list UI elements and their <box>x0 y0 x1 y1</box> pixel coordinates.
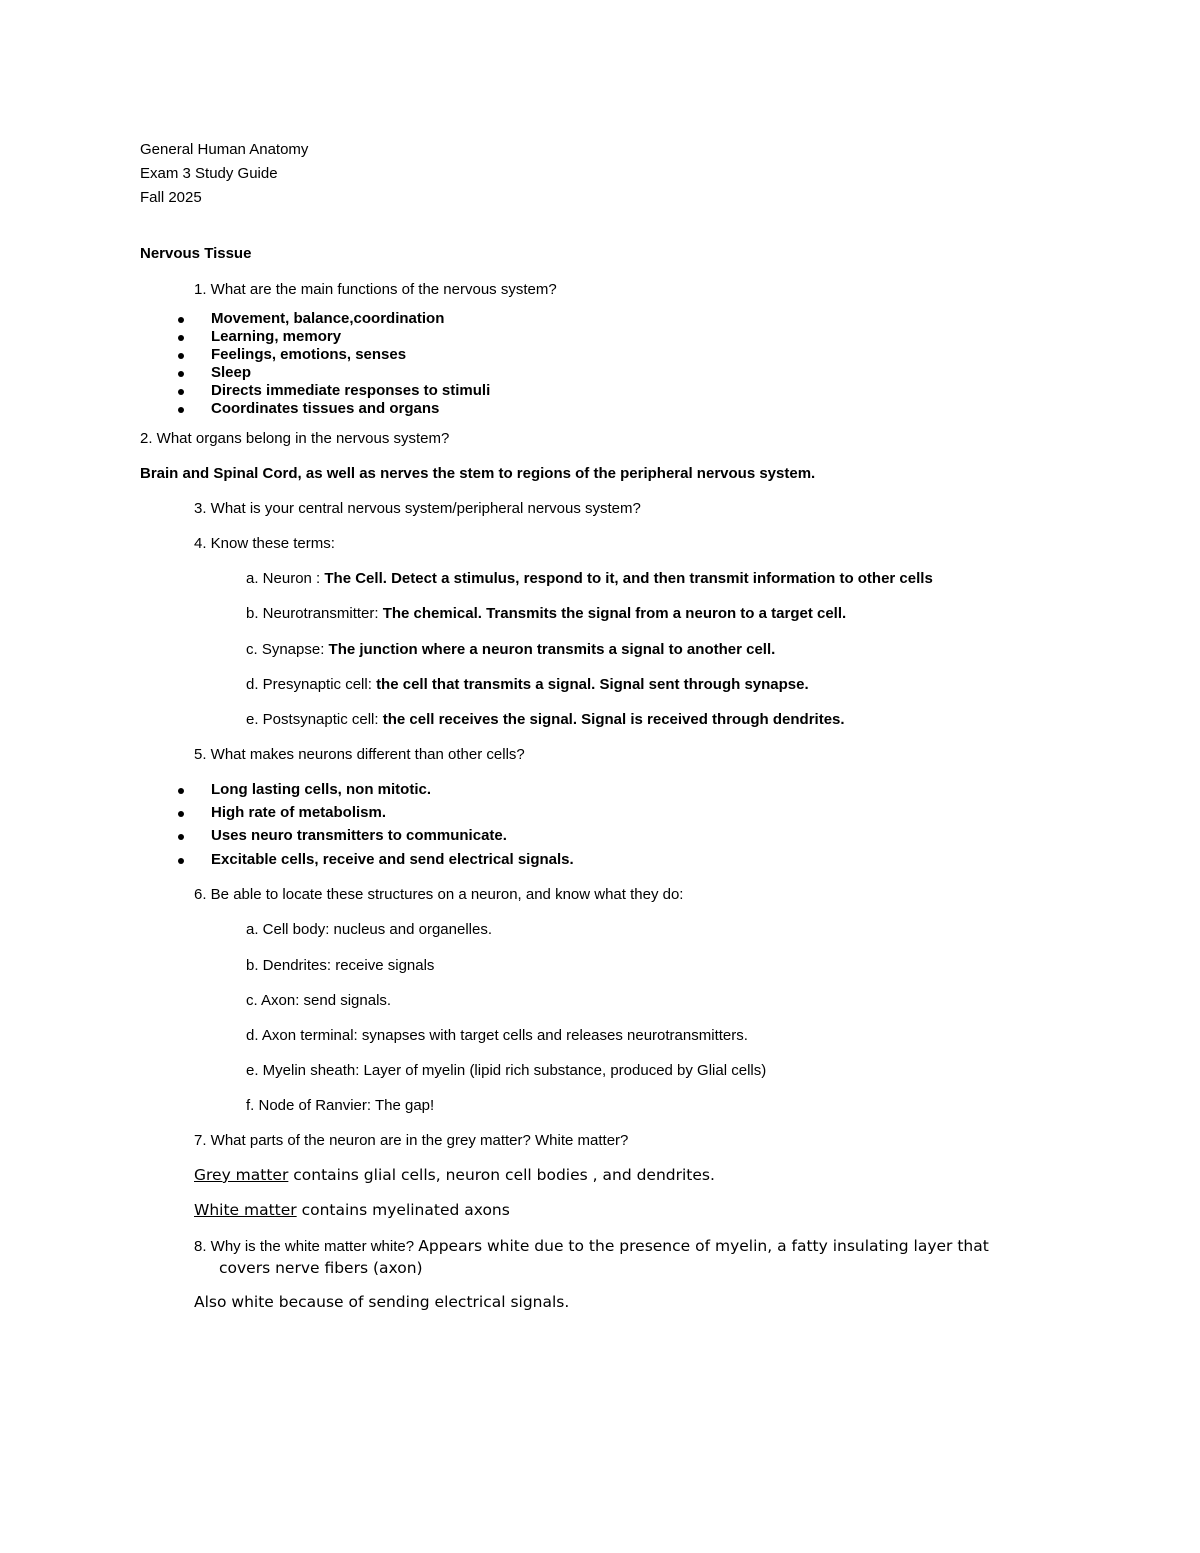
list-item: Excitable cells, receive and send electrical signals. <box>211 851 574 868</box>
list-item: Coordinates tissues and organs <box>211 400 440 417</box>
structure-item: e. Myelin sheath: Layer of myelin (lipid rich substance, produced by Glial cells) <box>246 1062 767 1079</box>
bullet-icon <box>178 335 184 341</box>
list-item: High rate of metabolism. <box>211 804 387 821</box>
question-6: 6. Be able to locate these structures on a neuron, and know what they do: <box>194 886 684 903</box>
course-title: General Human Anatomy <box>140 141 309 158</box>
list-item: Sleep <box>211 364 252 381</box>
list-item: Long lasting cells, non mitotic. <box>211 781 432 798</box>
list-item: Learning, memory <box>211 328 342 345</box>
term-definition: the cell that transmits a signal. Signal sent through synapse. <box>376 676 809 693</box>
answer-8-line1: Appears white due to the presence of myelin, a fatty insulating layer that <box>418 1237 989 1255</box>
structure-item: a. Cell body: nucleus and organelles. <box>246 921 492 938</box>
term-definition: The chemical. Transmits the signal from a neuron to a target cell. <box>382 605 847 622</box>
white-matter-answer <box>194 1201 510 1219</box>
list-item: Movement, balance,coordination <box>211 310 445 327</box>
term-label: d. Presynaptic cell: <box>246 676 377 693</box>
bullet-icon <box>178 317 184 323</box>
bullet-icon <box>178 407 184 413</box>
bullet-icon <box>178 353 184 359</box>
term-row <box>246 676 809 694</box>
grey-matter-answer <box>194 1166 715 1184</box>
question-4: 4. Know these terms: <box>194 535 335 552</box>
bullet-icon <box>178 858 184 864</box>
grey-matter-label: Grey matter <box>194 1166 289 1184</box>
structure-item: f. Node of Ranvier: The gap! <box>246 1097 435 1114</box>
term-definition: The Cell. Detect a stimulus, respond to it, and then transmit information to other cells <box>324 570 933 587</box>
term-definition: the cell receives the signal. Signal is received through dendrites. <box>382 711 845 728</box>
term-label: e. Postsynaptic cell: <box>246 711 383 728</box>
term-definition: The junction where a neuron transmits a signal to another cell. <box>328 641 776 658</box>
question-5: 5. What makes neurons different than other cells? <box>194 746 525 763</box>
structure-item: b. Dendrites: receive signals <box>246 957 435 974</box>
term-row <box>246 570 933 588</box>
term-row <box>246 605 846 623</box>
question-1: 1. What are the main functions of the nervous system? <box>194 281 557 298</box>
bullet-icon <box>178 811 184 817</box>
white-matter-label: White matter <box>194 1201 297 1219</box>
bullet-icon <box>178 834 184 840</box>
term-row <box>246 711 845 729</box>
answer-8-extra: Also white because of sending electrical signals. <box>194 1293 570 1311</box>
structure-item: c. Axon: send signals. <box>246 992 392 1009</box>
term-label: a. Neuron : <box>246 570 325 587</box>
term-row <box>246 641 775 659</box>
structure-item: d. Axon terminal: synapses with target cells and releases neurotransmitters. <box>246 1027 748 1044</box>
question-8-row <box>194 1237 989 1256</box>
grey-matter-text: contains glial cells, neuron cell bodies , and dendrites. <box>288 1166 715 1184</box>
white-matter-text: contains myelinated axons <box>296 1201 510 1219</box>
term-label: c. Synapse: <box>246 641 329 658</box>
list-item: Feelings, emotions, senses <box>211 346 407 363</box>
question-2: 2. What organs belong in the nervous system? <box>140 430 450 447</box>
question-8: 8. Why is the white matter white? <box>194 1238 419 1255</box>
bullet-icon <box>178 389 184 395</box>
list-item: Uses neuro transmitters to communicate. <box>211 827 507 844</box>
section-heading: Nervous Tissue <box>140 245 252 262</box>
answer-8-line2: covers nerve fibers (axon) <box>219 1259 423 1277</box>
bullet-icon <box>178 371 184 377</box>
question-7: 7. What parts of the neuron are in the grey matter? White matter? <box>194 1132 629 1149</box>
term-label: b. Neurotransmitter: <box>246 605 383 622</box>
question-3: 3. What is your central nervous system/peripheral nervous system? <box>194 500 641 517</box>
term-label: Fall 2025 <box>140 189 202 206</box>
exam-title: Exam 3 Study Guide <box>140 165 278 182</box>
list-item: Directs immediate responses to stimuli <box>211 382 491 399</box>
answer-2: Brain and Spinal Cord, as well as nerves the stem to regions of the peripheral nervous system. <box>140 465 816 482</box>
bullet-icon <box>178 788 184 794</box>
